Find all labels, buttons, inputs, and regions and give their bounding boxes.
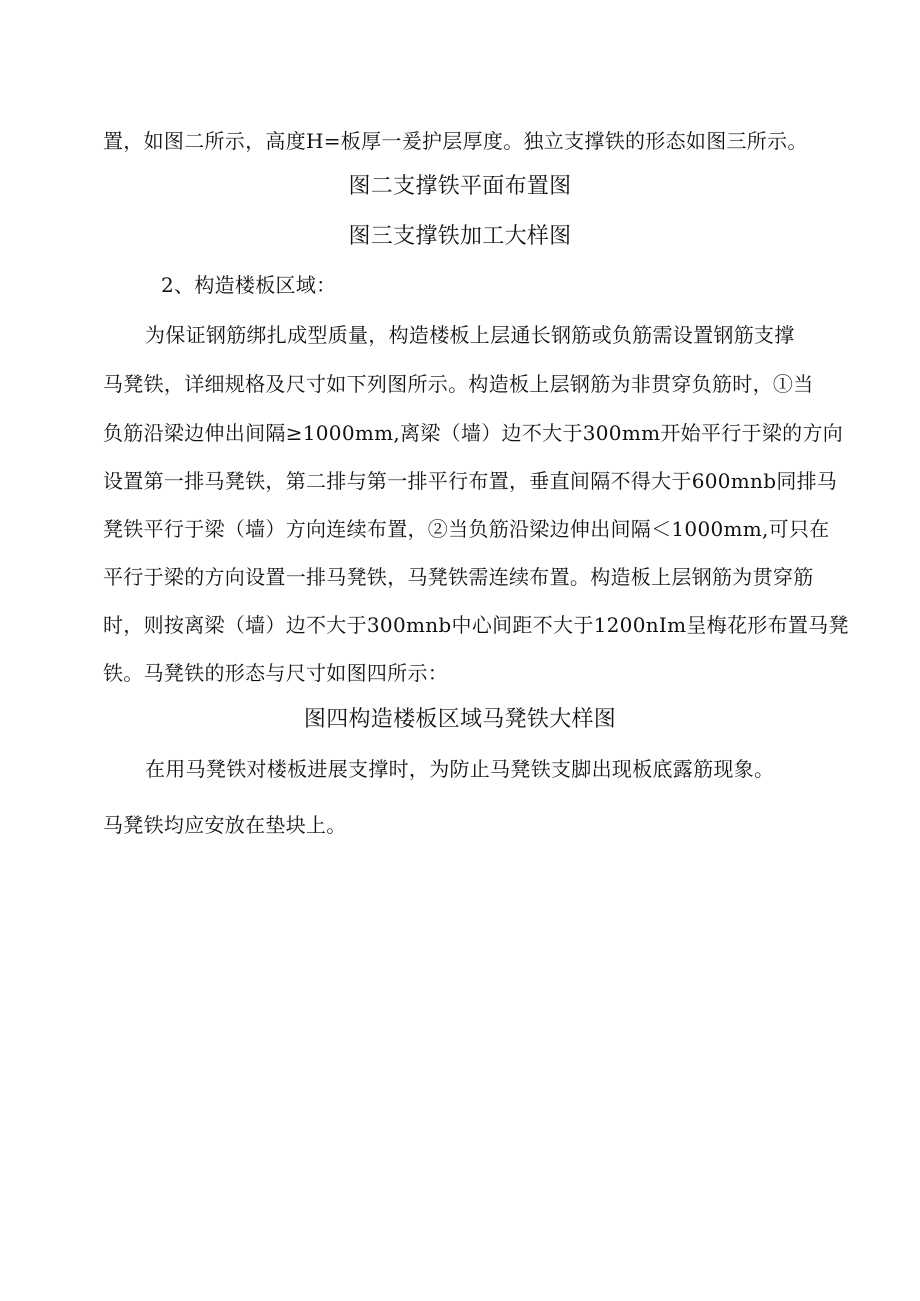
paragraph-line: 马凳铁，详细规格及尺寸如下列图所示。构造板上层钢筋为非贯穿负筋时，①当 (103, 372, 814, 396)
paragraph-line: 负筋沿梁边伸出间隔≥1000mm,离梁（墙）边不大于300mm开始平行于梁的方向 (103, 421, 844, 445)
figure-3-caption: 图三支撑铁加工大样图 (348, 224, 572, 249)
closing-line: 在用马凳铁对楼板进展支撑时，为防止马凳铁支脚出现板底露筋现象。 (145, 757, 775, 781)
paragraph-line: 设置第一排马凳铁，第二排与第一排平行布置，垂直间隔不得大于600mnb同排马 (103, 469, 838, 493)
intro-line: 置，如图二所示，高度H=板厚一爰护层厚度。独立支撑铁的形态如图三所示。 (103, 129, 808, 153)
figure-4-caption: 图四构造楼板区域马凳铁大样图 (303, 707, 617, 732)
closing-line: 马凳铁均应安放在垫块上。 (103, 813, 347, 837)
paragraph-line: 凳铁平行于梁（墙）方向连续布置，②当负筋沿梁边伸出间隔＜1000mm,可只在 (103, 517, 830, 541)
figure-2-caption: 图二支撑铁平面布置图 (348, 174, 572, 199)
paragraph-line: 铁。马凳铁的形态与尺寸如图四所示： (103, 661, 449, 685)
paragraph-line: 平行于梁的方向设置一排马凳铁，马凳铁需连续布置。构造板上层钢筋为贯穿筋 (103, 565, 814, 589)
paragraph-line: 为保证钢筋绑扎成型质量，构造楼板上层通长钢筋或负筋需设置钢筋支撑 (145, 323, 795, 347)
section-heading: 2、构造楼板区域： (161, 273, 337, 297)
paragraph-line: 时，则按离梁（墙）边不大于300mnb中心间距不大于1200nIm呈梅花形布置马凳 (103, 613, 849, 637)
